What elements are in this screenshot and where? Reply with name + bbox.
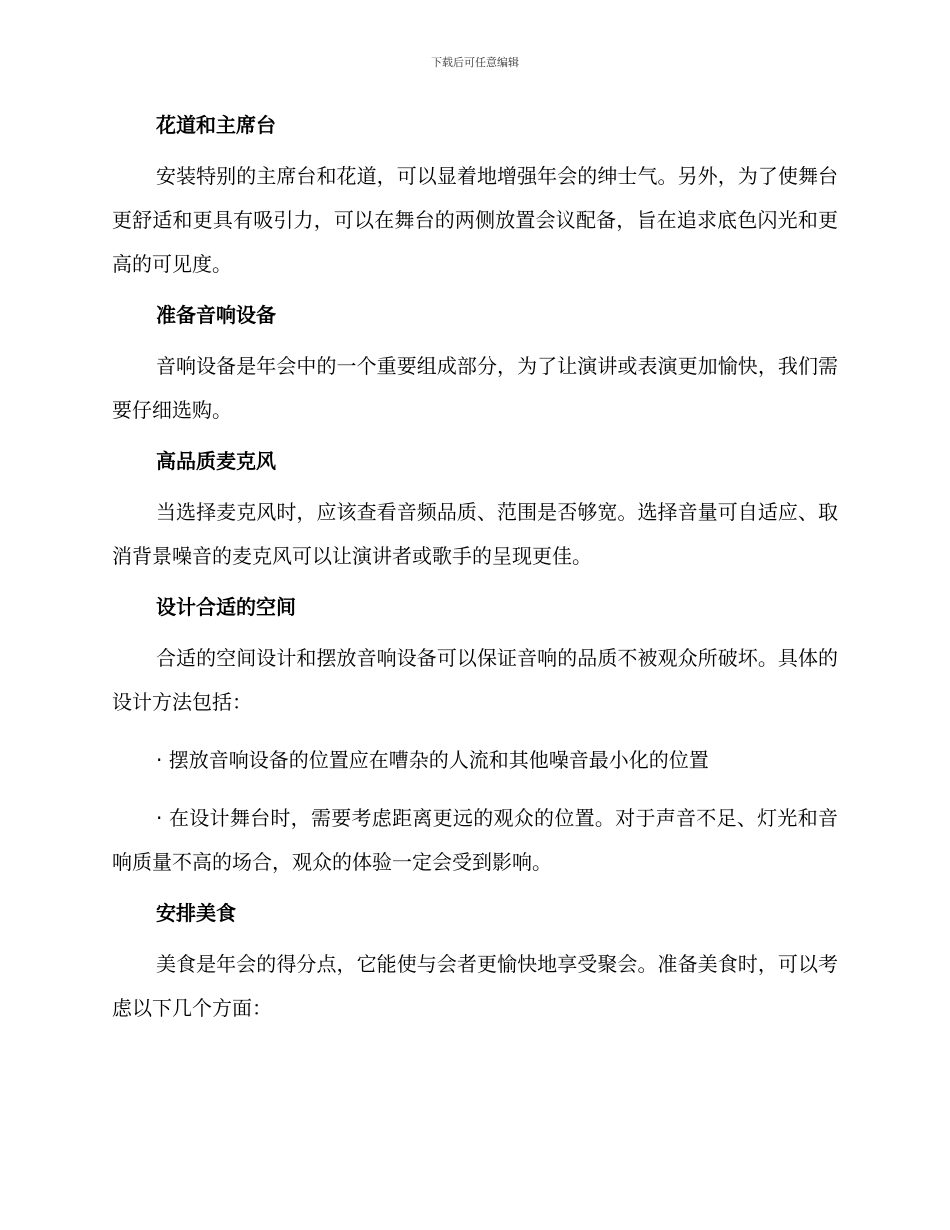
section-paragraph: 合适的空间设计和摆放音响设备可以保证音响的品质不被观众所破坏。具体的设计方法包括： — [112, 646, 838, 714]
section-paragraph: 安装特别的主席台和花道，可以显着地增强年会的绅士气。另外，为了使舞台更舒适和更具有吸引力，可以在舞台的两侧放置会议配备，旨在追求底色闪光和更高的可见度。 — [112, 164, 838, 276]
bullet-item: · 摆放音响设备的位置应在嘈杂的人流和其他噪音最小化的位置 — [156, 748, 709, 772]
bullet-item: · 在设计舞台时，需要考虑距离更远的观众的位置。对于声音不足、灯光和音响质量不高的场合，观众的体验一定会受到影响。 — [112, 806, 838, 874]
section-paragraph: 美食是年会的得分点，它能使与会者更愉快地享受聚会。准备美食时，可以考虑以下几个方面： — [112, 952, 838, 1020]
section-heading: 花道和主席台 — [156, 113, 276, 137]
section-paragraph: 当选择麦克风时，应该查看音频品质、范围是否够宽。选择音量可自适应、取消背景噪音的麦克风可以让演讲者或歌手的呈现更佳。 — [112, 500, 838, 568]
document-body — [112, 110, 838, 1044]
section-paragraph: 音响设备是年会中的一个重要组成部分，为了让演讲或表演更加愉快，我们需要仔细选购。 — [112, 354, 838, 422]
page-header: 下载后可任意编辑 — [431, 56, 519, 69]
section-heading: 高品质麦克风 — [156, 449, 276, 473]
section-heading: 安排美食 — [156, 901, 236, 925]
section-heading: 准备音响设备 — [156, 303, 276, 327]
section-heading: 设计合适的空间 — [156, 595, 296, 619]
